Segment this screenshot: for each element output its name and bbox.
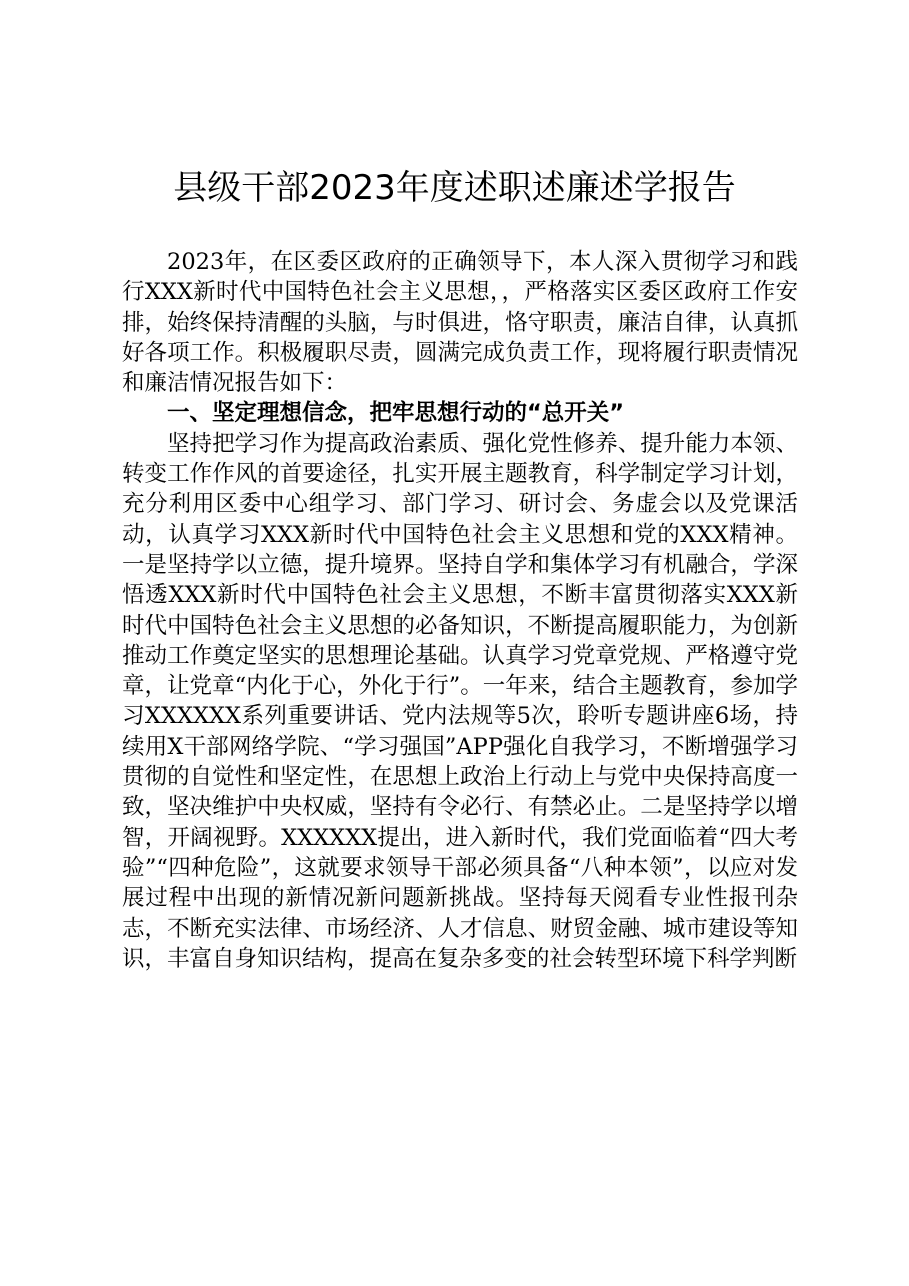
section-paragraph: 坚持把学习作为提高政治素质、强化党性修养、提升能力本领、转变工作作风的首要途径，扎实开展主题教育，科学制定学习计划，充分利用区委中心组学习、部门学习、研讨会、务虚会以及党课活动，认真学习XXX新时代中国特色社会主义思想和党的XXX精神。一是坚持学以立德，提升境界。坚持自学和集体学习有机融合，学深悟透XXX新时代中国特色社会主义思想，不断丰富贯彻落实XXX新时代中国特色社会主义思想的必备知识，不断提高履职能力，为创新推动工作奠定坚实的思想理论基础。认真学习党章党规、严格遵守党章，让党章“内化于心，外化于行”。一年来，结合主题教育，参加学习XXXXXX系列重要讲话、党内法规等5次，聆听专题讲座6场，持续用X干部网络学院、“学习强国”APP强化自我学习，不断增强学习贯彻的自觉性和坚定性，在思想上政治上行动上与党中央保持高度一致，坚决维护中央权威，坚持有令必行、有禁必止。二是坚持学以增智，开阔视野。XXXXXX提出，进入新时代，我们党面临着“四大考验”“四种危险”，这就要求领导干部必须具备“八种本领”，以应对发展过程中出现的新情况新问题新挑战。坚持每天阅看专业性报刊杂志，不断充实法律、市场经济、人才信息、财贸金融、城市建设等知识，丰富自身知识结构，提高在复杂多变的社会转型环境下科学判断: [122, 430, 798, 972]
section-heading: 一、坚定理想信念，把牢思想行动的“总开关”: [167, 400, 625, 427]
document-title: 县级干部2023年度述职述廉述学报告: [173, 168, 736, 208]
document-body: [122, 247, 798, 974]
intro-paragraph: 2023年，在区委区政府的正确领导下，本人深入贯彻学习和践行XXX新时代中国特色社会主义思想，，严格落实区委区政府工作安排，始终保持清醒的头脑，与时俱进，恪守职责，廉洁自律，认真抓好各项工作。积极履职尽责，圆满完成负责工作，现将履行职责情况和廉洁情况报告如下：: [122, 249, 798, 397]
